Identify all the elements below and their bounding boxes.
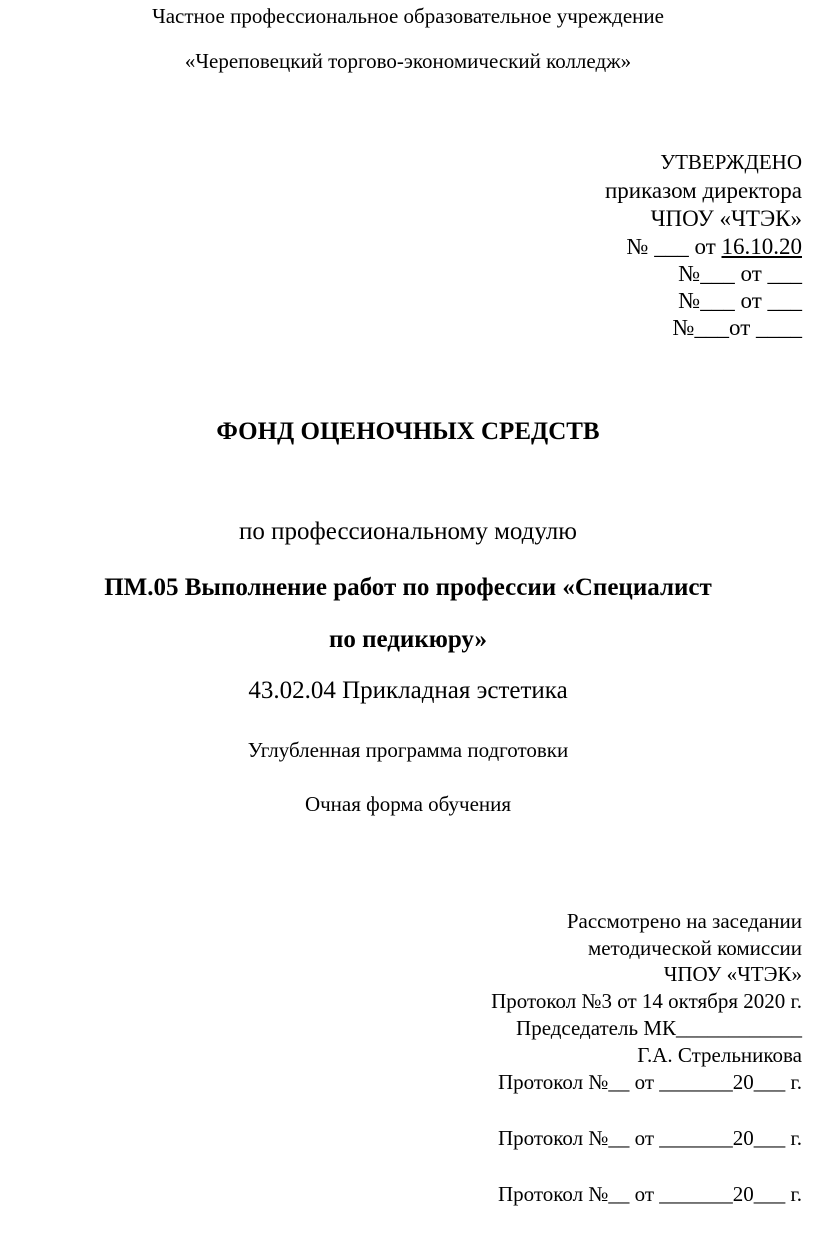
approval-line2: ЧПОУ «ЧТЭК» [650, 206, 802, 231]
review-protocol-blank1: Протокол №__ от _______20___ г. [497, 1070, 802, 1094]
review-protocol-blank2: Протокол №__ от _______20___ г. [497, 1126, 802, 1150]
approval-order4: №___от ____ [672, 315, 802, 340]
review-chair-name: Г.А. Стрельникова [637, 1043, 802, 1067]
study-form: Очная форма обучения [304, 792, 512, 816]
org-name-line1: Частное профессиональное образовательное учреждение [152, 4, 664, 28]
approval-line1: приказом директора [604, 178, 802, 203]
review-line3: ЧПОУ «ЧТЭК» [663, 962, 802, 986]
module-title-line2: по педикюру» [328, 626, 488, 653]
review-protocol-blank3: Протокол №__ от _______20___ г. [497, 1182, 802, 1206]
review-line1: Рассмотрено на заседании [566, 909, 802, 933]
review-chair: Председатель МК____________ [516, 1016, 802, 1040]
approval-order1-prefix: № ___ от [626, 234, 722, 259]
approval-order1 [627, 235, 802, 258]
specialty: 43.02.04 Прикладная эстетика [248, 677, 568, 704]
approval-order3: №___ от ___ [678, 288, 802, 313]
approval-order1-date: 16.10.20 [721, 234, 802, 259]
approval-order2: №___ от ___ [678, 261, 802, 286]
org-name-line2: «Череповецкий торгово-экономический колледж» [184, 49, 632, 73]
review-line2: методической комиссии [587, 936, 802, 960]
approval-title: УТВЕРЖДЕНО [660, 150, 802, 174]
document-subtitle: по профессиональному модулю [239, 518, 577, 545]
module-title-line1: ПМ.05 Выполнение работ по профессии «Специалист [104, 574, 712, 601]
document-title: ФОНД ОЦЕНОЧНЫХ СРЕДСТВ [216, 418, 600, 445]
review-protocol: Протокол №3 от 14 октября 2020 г. [491, 989, 802, 1013]
program-type: Углубленная программа подготовки [247, 738, 569, 762]
